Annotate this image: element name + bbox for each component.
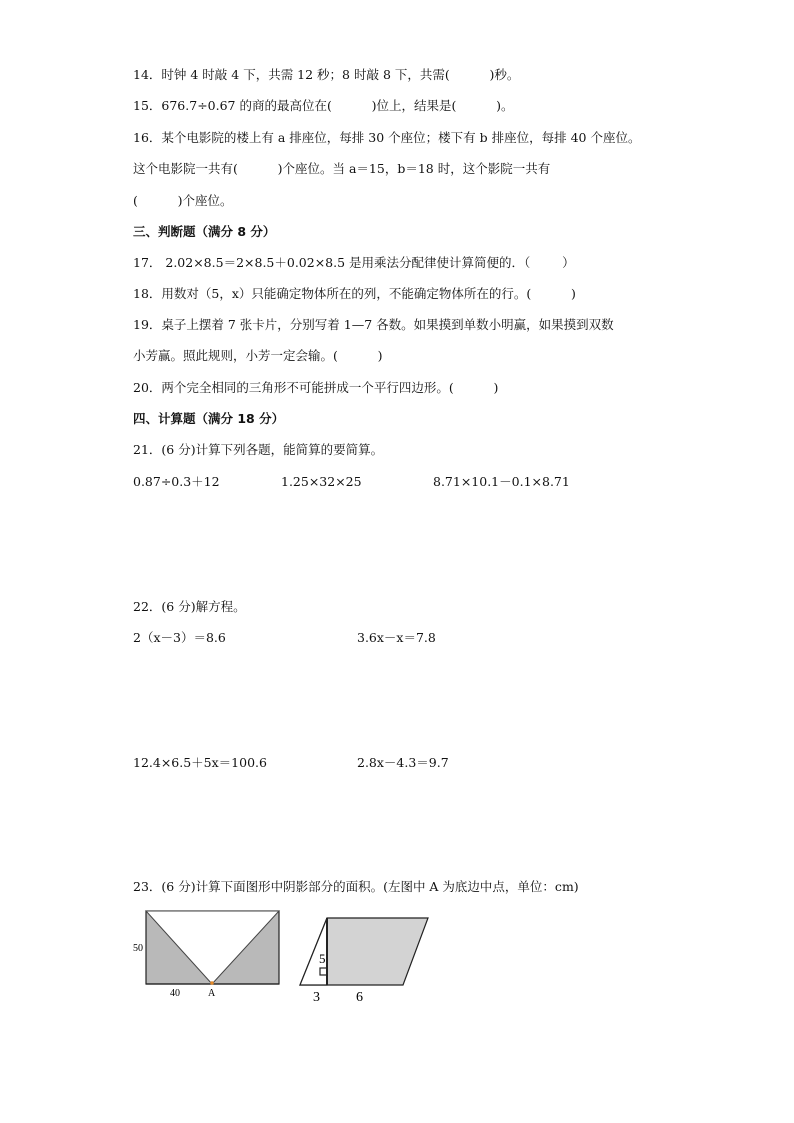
question-21-expression-1: 0.87÷0.3＋12 xyxy=(133,474,220,489)
question-15: 15．676.7÷0.67 的商的最高位在( )位上，结果是( )。 xyxy=(133,98,514,113)
question-22-equation-2: 3.6x－x＝7.8 xyxy=(357,630,436,645)
section-judgement-heading: 三、判断题（满分 8 分） xyxy=(133,224,276,239)
left-base-label: 3 xyxy=(313,990,320,1005)
midpoint-a-dot xyxy=(210,981,214,985)
question-17: 17． 2.02×8.5＝2×8.5＋0.02×8.5 是用乘法分配律使计算简便的．（ ） xyxy=(133,255,575,270)
question-22-equation-1: 2（x－3）＝8.6 xyxy=(133,630,226,645)
height-label: 50 xyxy=(133,943,143,954)
question-19-line1: 19．桌子上摆着 7 张卡片，分别写着 1—7 各数。如果摸到单数小明赢，如果摸到双数 xyxy=(133,317,614,332)
question-18: 18．用数对（5，x）只能确定物体所在的列，不能确定物体所在的行。( ) xyxy=(133,286,576,301)
question-21: 21．(6 分)计算下列各题，能简算的要简算。 xyxy=(133,442,384,457)
height-label: 5 xyxy=(319,951,326,966)
question-22-equation-4: 2.8x－4.3＝9.7 xyxy=(357,755,449,770)
question-22: 22．(6 分)解方程。 xyxy=(133,599,246,614)
question-21-expression-2: 1.25×32×25 xyxy=(281,474,362,489)
question-20: 20．两个完全相同的三角形不可能拼成一个平行四边形。( ) xyxy=(133,380,499,395)
question-16-line2: 这个电影院一共有( )个座位。当 a＝15，b＝18 时，这个影院一共有 xyxy=(133,161,551,176)
question-21-expression-3: 8.71×10.1－0.1×8.71 xyxy=(433,474,570,489)
rectangle-shaded-figure xyxy=(130,905,290,1000)
base-label: 40 xyxy=(170,988,180,999)
section-calculation-heading: 四、计算题（满分 18 分） xyxy=(133,411,285,426)
point-a-label: A xyxy=(208,988,216,999)
right-base-label: 6 xyxy=(356,990,363,1005)
parallelogram-shaded-figure xyxy=(293,912,438,1007)
question-16-line1: 16．某个电影院的楼上有 a 排座位，每排 30 个座位；楼下有 b 排座位，每排 40 个座位。 xyxy=(133,130,641,145)
question-19-line2: 小芳赢。照此规则，小芳一定会输。( ) xyxy=(133,348,383,363)
question-22-equation-3: 12.4×6.5＋5x＝100.6 xyxy=(133,755,267,770)
question-23: 23．(6 分)计算下面图形中阴影部分的面积。(左图中 A 为底边中点，单位：cm) xyxy=(133,879,579,894)
question-14: 14．时钟 4 时敲 4 下，共需 12 秒；8 时敲 8 下，共需( )秒。 xyxy=(133,67,520,82)
question-16-line3: ( )个座位。 xyxy=(133,193,233,208)
